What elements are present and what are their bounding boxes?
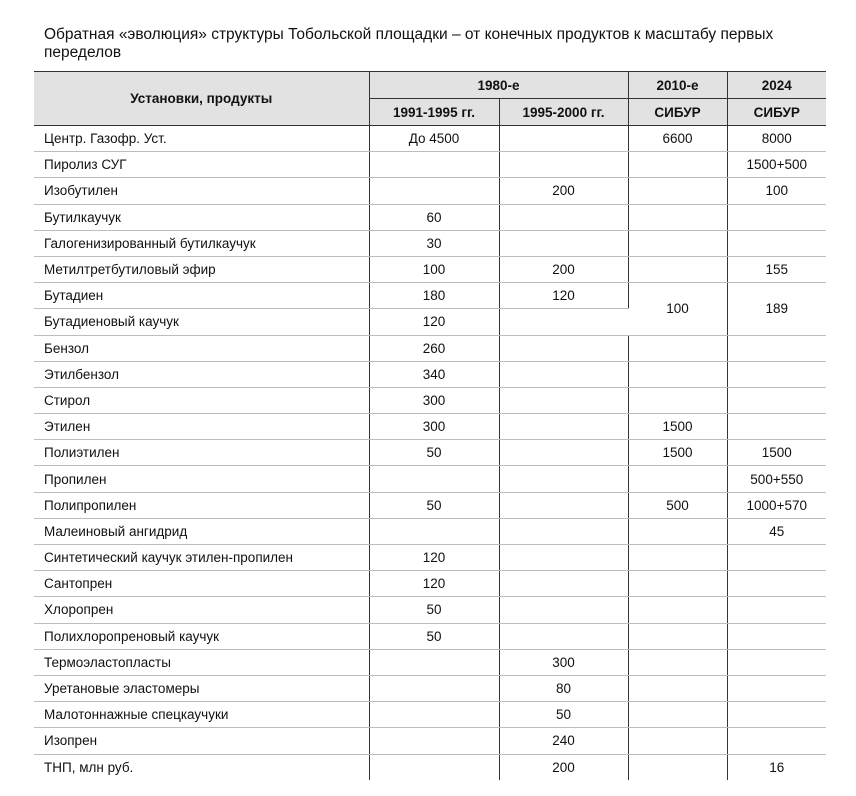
header-sibur-2010: СИБУР bbox=[628, 99, 727, 126]
cell: 1500+500 bbox=[727, 152, 826, 178]
table-row bbox=[34, 597, 826, 623]
cell: 6600 bbox=[628, 126, 727, 152]
header-1995-2000: 1995-2000 гг. bbox=[499, 99, 628, 126]
cell: 120 bbox=[369, 571, 499, 597]
cell: 100 bbox=[369, 256, 499, 282]
cell bbox=[727, 545, 826, 571]
cell bbox=[727, 204, 826, 230]
table-row bbox=[34, 466, 826, 492]
cell bbox=[369, 702, 499, 728]
cell: 300 bbox=[499, 649, 628, 675]
cell: 260 bbox=[369, 335, 499, 361]
merged-cell: 189 bbox=[727, 283, 826, 335]
cell: 1000+570 bbox=[727, 492, 826, 518]
header-label: Установки, продукты bbox=[34, 72, 369, 126]
cell bbox=[499, 309, 628, 335]
cell bbox=[628, 597, 727, 623]
cell bbox=[499, 492, 628, 518]
merged-cell: 100 bbox=[628, 283, 727, 335]
row-label: Этилбензол bbox=[34, 361, 369, 387]
row-label: Стирол bbox=[34, 387, 369, 413]
row-label: Полипропилен bbox=[34, 492, 369, 518]
cell: 50 bbox=[369, 440, 499, 466]
cell bbox=[628, 649, 727, 675]
cell: 100 bbox=[727, 178, 826, 204]
cell bbox=[628, 204, 727, 230]
cell: 120 bbox=[369, 545, 499, 571]
cell: 240 bbox=[499, 728, 628, 754]
table-row bbox=[34, 361, 826, 387]
cell bbox=[499, 466, 628, 492]
cell bbox=[628, 387, 727, 413]
cell bbox=[499, 518, 628, 544]
row-label: Полихлоропреновый каучук bbox=[34, 623, 369, 649]
row-label: Этилен bbox=[34, 414, 369, 440]
cell bbox=[727, 414, 826, 440]
table-row bbox=[34, 571, 826, 597]
table-row bbox=[34, 414, 826, 440]
table-row bbox=[34, 702, 826, 728]
cell: 1500 bbox=[727, 440, 826, 466]
cell bbox=[499, 545, 628, 571]
header-2010: 2010-е bbox=[628, 72, 727, 99]
cell bbox=[628, 256, 727, 282]
cell bbox=[369, 152, 499, 178]
row-label: Уретановые эластомеры bbox=[34, 675, 369, 701]
row-label: Бутилкаучук bbox=[34, 204, 369, 230]
cell bbox=[628, 545, 727, 571]
cell bbox=[369, 649, 499, 675]
cell: 200 bbox=[499, 256, 628, 282]
cell: 200 bbox=[499, 754, 628, 780]
table-row bbox=[34, 152, 826, 178]
cell bbox=[727, 597, 826, 623]
cell bbox=[628, 571, 727, 597]
table-row bbox=[34, 518, 826, 544]
cell: 180 bbox=[369, 283, 499, 309]
cell: 60 bbox=[369, 204, 499, 230]
cell bbox=[499, 597, 628, 623]
row-label: Пропилен bbox=[34, 466, 369, 492]
cell bbox=[369, 728, 499, 754]
page-title: Обратная «эволюция» структуры Тобольской площадки – от конечных продуктов к масштабу первых переделов bbox=[44, 26, 774, 61]
cell bbox=[499, 204, 628, 230]
cell bbox=[628, 152, 727, 178]
cell bbox=[499, 623, 628, 649]
row-label: Изопрен bbox=[34, 728, 369, 754]
row-label: Пиролиз СУГ bbox=[34, 152, 369, 178]
cell: 50 bbox=[499, 702, 628, 728]
cell bbox=[727, 623, 826, 649]
cell: 80 bbox=[499, 675, 628, 701]
cell: 8000 bbox=[727, 126, 826, 152]
cell bbox=[628, 335, 727, 361]
cell: 300 bbox=[369, 387, 499, 413]
cell bbox=[727, 335, 826, 361]
row-label: Малотоннажные спецкаучуки bbox=[34, 702, 369, 728]
cell: 200 bbox=[499, 178, 628, 204]
cell bbox=[628, 178, 727, 204]
cell bbox=[499, 361, 628, 387]
cell bbox=[727, 675, 826, 701]
row-label: Малеиновый ангидрид bbox=[34, 518, 369, 544]
cell bbox=[628, 361, 727, 387]
table-row bbox=[34, 230, 826, 256]
table-row bbox=[34, 335, 826, 361]
row-label: Хлоропрен bbox=[34, 597, 369, 623]
row-label: Изобутилен bbox=[34, 178, 369, 204]
cell bbox=[727, 728, 826, 754]
row-label: Сантопрен bbox=[34, 571, 369, 597]
cell bbox=[499, 152, 628, 178]
cell: 1500 bbox=[628, 414, 727, 440]
cell bbox=[499, 230, 628, 256]
cell: 500+550 bbox=[727, 466, 826, 492]
header-1991-1995: 1991-1995 гг. bbox=[369, 99, 499, 126]
table-row bbox=[34, 649, 826, 675]
row-label: Бутадиеновый каучук bbox=[34, 309, 369, 335]
cell: 45 bbox=[727, 518, 826, 544]
cell: 50 bbox=[369, 492, 499, 518]
cell: 1500 bbox=[628, 440, 727, 466]
cell bbox=[499, 414, 628, 440]
table-row bbox=[34, 178, 826, 204]
cell bbox=[369, 466, 499, 492]
row-label: ТНП, млн руб. bbox=[34, 754, 369, 780]
cell bbox=[369, 754, 499, 780]
cell bbox=[499, 387, 628, 413]
cell bbox=[369, 518, 499, 544]
header-2024: 2024 bbox=[727, 72, 826, 99]
cell: До 4500 bbox=[369, 126, 499, 152]
row-label: Центр. Газофр. Уст. bbox=[34, 126, 369, 152]
header-1980: 1980-е bbox=[369, 72, 628, 99]
table-row bbox=[34, 204, 826, 230]
cell bbox=[628, 702, 727, 728]
cell: 16 bbox=[769, 759, 785, 775]
table-row bbox=[34, 545, 826, 571]
cell bbox=[727, 571, 826, 597]
cell bbox=[628, 754, 727, 780]
row-label: Термоэластопласты bbox=[34, 649, 369, 675]
cell bbox=[369, 178, 499, 204]
table-row bbox=[34, 256, 826, 282]
row-label: Бензол bbox=[34, 335, 369, 361]
cell bbox=[628, 675, 727, 701]
cell bbox=[727, 649, 826, 675]
row-label: Метилтретбутиловый эфир bbox=[34, 256, 369, 282]
cell bbox=[499, 126, 628, 152]
table-row bbox=[34, 728, 826, 754]
cell: 155 bbox=[727, 256, 826, 282]
cell: 50 bbox=[369, 623, 499, 649]
cell bbox=[369, 675, 499, 701]
table-body bbox=[34, 126, 826, 781]
row-label: Галогенизированный бутилкаучук bbox=[34, 230, 369, 256]
cell: 120 bbox=[369, 309, 499, 335]
header-sibur-2024: СИБУР bbox=[727, 99, 826, 126]
cell bbox=[628, 728, 727, 754]
row-label: Полиэтилен bbox=[34, 440, 369, 466]
table-row bbox=[34, 440, 826, 466]
cell: 500 bbox=[628, 492, 727, 518]
cell bbox=[727, 361, 826, 387]
table-row bbox=[34, 623, 826, 649]
capacity-table bbox=[34, 71, 826, 780]
cell bbox=[727, 230, 826, 256]
cell bbox=[727, 387, 826, 413]
cell: 300 bbox=[369, 414, 499, 440]
cell: 50 bbox=[369, 597, 499, 623]
table-row bbox=[34, 126, 826, 152]
table-row bbox=[34, 492, 826, 518]
row-label: Бутадиен bbox=[34, 283, 369, 309]
cell bbox=[628, 623, 727, 649]
cell bbox=[628, 518, 727, 544]
cell bbox=[499, 440, 628, 466]
table-row bbox=[34, 283, 826, 309]
cell: 340 bbox=[369, 361, 499, 387]
cell bbox=[499, 571, 628, 597]
cell: 120 bbox=[499, 283, 628, 309]
cell bbox=[727, 702, 826, 728]
cell: 30 bbox=[369, 230, 499, 256]
cell bbox=[499, 335, 628, 361]
row-label: Синтетический каучук этилен-пропилен bbox=[34, 545, 369, 571]
table-row bbox=[34, 754, 826, 780]
cell bbox=[628, 466, 727, 492]
table-row bbox=[34, 387, 826, 413]
cell bbox=[628, 230, 727, 256]
table-row bbox=[34, 675, 826, 701]
